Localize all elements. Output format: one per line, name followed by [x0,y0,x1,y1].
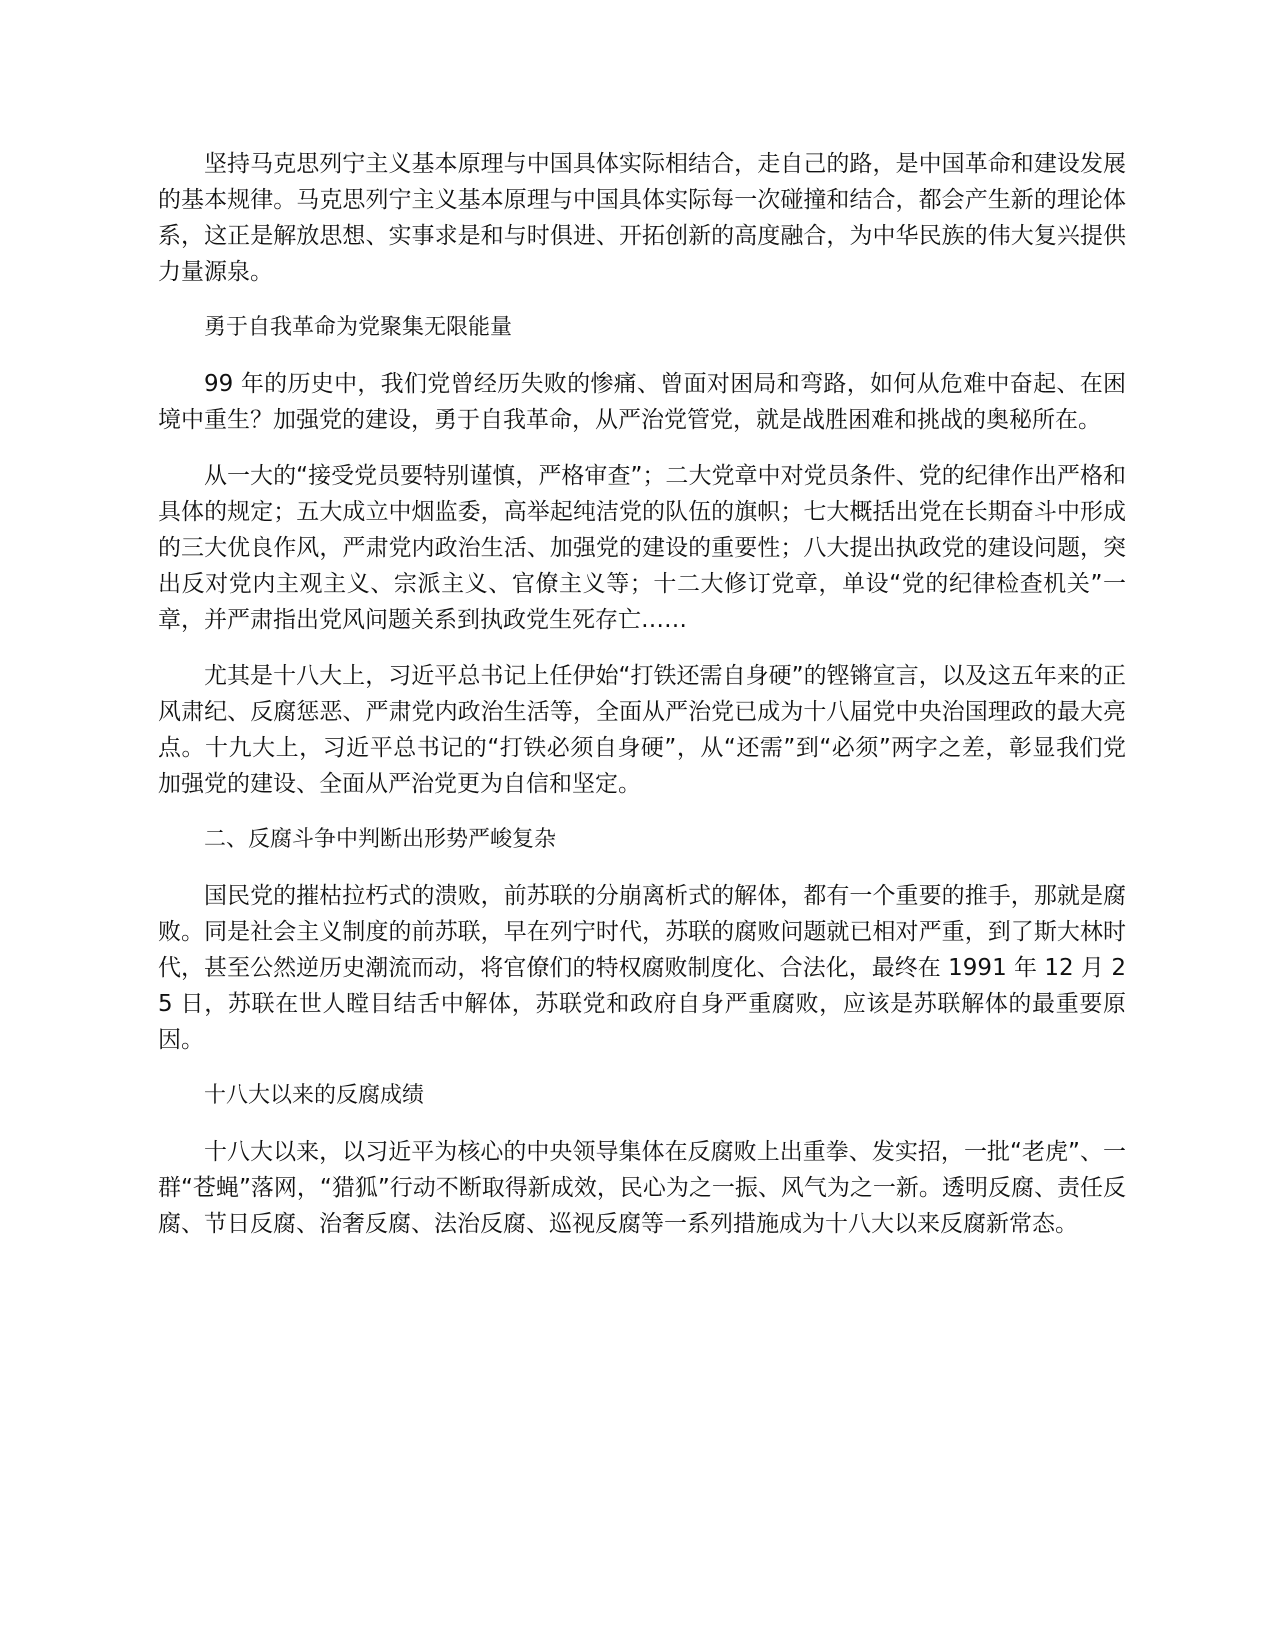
paragraph: 坚持马克思列宁主义基本原理与中国具体实际相结合，走自己的路，是中国革命和建设发展的基本规律。马克思列宁主义基本原理与中国具体实际每一次碰撞和结合，都会产生新的理论体系，这正是解放思想、实事求是和与时俱进、开拓创新的高度融合，为中华民族的伟大复兴提供力量源泉。 [158,151,1126,285]
document-body [158,146,1126,1262]
section-heading: 十八大以来的反腐成绩 [204,1083,425,1108]
section-heading: 二、反腐斗争中判断出形势严峻复杂 [204,827,557,852]
paragraph: 国民党的摧枯拉朽式的溃败，前苏联的分崩离析式的解体，都有一个重要的推手，那就是腐败。同是社会主义制度的前苏联，早在列宁时代，苏联的腐败问题就已相对严重，到了斯大林时代，甚至公然逆历史潮流而动，将官僚们的特权腐败制度化、合法化，最终在 1991 年 12 月 25 日，苏联在世人瞠目结舌中解体，苏联党和政府自身严重腐败，应该是苏联解体的最重要原因。 [158,883,1126,1053]
paragraph: 尤其是十八大上，习近平总书记上任伊始“打铁还需自身硬”的铿锵宣言，以及这五年来的正风肃纪、反腐惩恶、严肃党内政治生活等，全面从严治党已成为十八届党中央治国理政的最大亮点。十九大上，习近平总书记的“打铁必须自身硬”，从“还需”到“必须”两字之差，彰显我们党加强党的建设、全面从严治党更为自信和坚定。 [158,663,1126,797]
paragraph: 从一大的“接受党员要特别谨慎，严格审查”；二大党章中对党员条件、党的纪律作出严格和具体的规定；五大成立中烟监委，高举起纯洁党的队伍的旗帜；七大概括出党在长期奋斗中形成的三大优良作风，严肃党内政治生活、加强党的建设的重要性；八大提出执政党的建设问题，突出反对党内主观主义、宗派主义、官僚主义等；十二大修订党章，单设“党的纪律检查机关”一章，并严肃指出党风问题关系到执政党生死存亡…… [158,463,1126,633]
paragraph: 十八大以来，以习近平为核心的中央领导集体在反腐败上出重拳、发实招，一批“老虎”、一群“苍蝇”落网，“猎狐”行动不断取得新成效，民心为之一振、风气为之一新。透明反腐、责任反腐、节日反腐、治奢反腐、法治反腐、巡视反腐等一系列措施成为十八大以来反腐新常态。 [158,1139,1126,1237]
section-heading: 勇于自我革命为党聚集无限能量 [204,315,513,340]
paragraph: 99 年的历史中，我们党曾经历失败的惨痛、曾面对困局和弯路，如何从危难中奋起、在困境中重生？加强党的建设，勇于自我革命，从严治党管党，就是战胜困难和挑战的奥秘所在。 [158,371,1126,433]
